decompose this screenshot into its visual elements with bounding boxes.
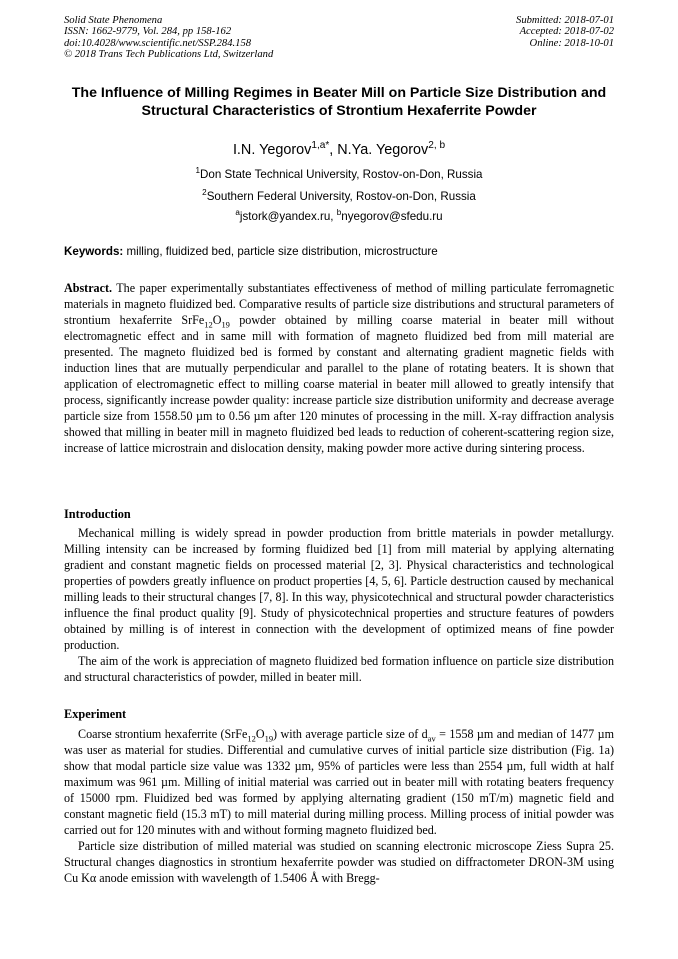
experiment-body (64, 726, 614, 886)
experiment-sub-19: 19 (264, 733, 274, 744)
introduction-body (64, 525, 614, 685)
journal-info (64, 15, 273, 61)
accepted-date: Accepted: 2018-07-02 (519, 26, 614, 38)
affiliation-2-text: Southern Federal University, Rostov-on-Don, Russia (206, 190, 476, 203)
experiment-text-1c: ) with average particle size of d (273, 727, 428, 741)
email-b[interactable]: nyegorov@sfedu.ru (341, 210, 443, 223)
experiment-paragraph-1 (64, 726, 614, 838)
experiment-sub-av: av (427, 733, 436, 744)
experiment-text-1b: O (255, 727, 265, 741)
experiment-sub-12: 12 (247, 733, 256, 744)
email-b-mark: b (336, 208, 342, 218)
abstract-sub-19: 19 (221, 319, 230, 330)
affiliation-2-mark: 2 (202, 188, 207, 198)
journal-issn: ISSN: 1662-9779, Vol. 284, pp 158-162 (64, 26, 232, 38)
affiliation-1-mark: 1 (195, 166, 201, 176)
affiliation-1 (64, 168, 614, 182)
author-emails (64, 210, 614, 224)
author-separator: , (329, 142, 338, 158)
author-1-affil-mark: 1,a* (311, 140, 330, 152)
abstract-text-1: The paper experimentally substantiates effectiveness of method of milling particulate ferromagnetic materials in magneto fluidized bed. Comparative results of particle size distributions and structural parameters of strontium hexaferrite SrFe (64, 281, 614, 327)
introduction-heading: Introduction (64, 507, 131, 521)
experiment-heading: Experiment (64, 707, 127, 721)
keywords-label: Keywords: (64, 245, 124, 258)
journal-doi[interactable]: doi:10.4028/www.scientific.net/SSP.284.158 (64, 37, 252, 49)
journal-name: Solid State Phenomena (64, 15, 163, 26)
submitted-date: Submitted: 2018-07-01 (516, 15, 614, 26)
online-date: Online: 2018-10-01 (529, 37, 614, 49)
email-a-mark: a (235, 208, 240, 218)
experiment-text-1d: = 1558 µm and median of 1477 µm was user as material for studies. Differential and cumulative curves of initial particle size distribution (Fig. 1a) show that modal particle size value was 1332 µm, 95% of particles were less than 2554 µm, full width at half maximum was 961 µm. Milling of initial material was carried out in beater mill with rotating beaters frequency of 15000 rpm. Fluidized bed was formed by applying alternating gradient (150 mT/m) magnetic field and constant magnetic field (15.3 mT) to mill material during milling process. Milling process of initial powder was carried out for 120 minutes with and without forming magneto fluidized bed. (64, 727, 614, 837)
author-2-name: N.Ya. Yegorov (337, 142, 429, 158)
experiment-paragraph-2: Particle size distribution of milled material was studied on scanning electronic microscope Ziess Supra 25. Structural changes diagnostics in strontium hexaferrite powder was studied on diffractometer DRON-3M using Cu Kα anode emission with wavelength of 1.5406 Å with Bregg- (64, 839, 614, 885)
abstract-text-2: O (212, 313, 222, 327)
abstract-text-3: powder obtained by milling coarse material in beater mill without electromagnetic effect and in same mill with formation of magneto fluidized bed from mill material are presented. The magneto fluidized bed is formed by constant and alternating gradient magnetic fields with induction lines that are mutually perpendicular and parallel to the plane of rotating beaters. It is shown that application of electromagnetic effect to milling coarse material in beater mill allowed to greatly intensify that process, significantly increase powder quality: increase particle size distribution uniformity and decrease average particle size from 1558.50 µm to 0.56 µm after 120 minutes of processing in the mill. X-ray diffraction analysis showed that milling in beater mill in magneto fluidized bed leads to reduction of coherent-scattering region size, increase of lattice microstrain and dislocation density, making powder more active during sintering process. (64, 313, 614, 455)
introduction-paragraph-1: Mechanical milling is widely spread in powder production from brittle materials in powder metallurgy. Milling intensity can be increased by forming fluidized bed [1] from mill material by applying alternating gradient and constant magnetic fields on processed material [2, 3]. Physical characteristics and technological properties of powders greatly influence on product properties [4, 5, 6]. Particle destruction caused by mechanical milling leads to their structural changes [7, 8]. In this way, physicotechnical and structural powder characteristics influence the final product quality [9]. Study of physicotechnical properties and structure features of powders obtained by milling is of interest in connection with the development of optimized means of fine powder production. (64, 526, 614, 652)
author-1-name: I.N. Yegorov (232, 142, 312, 158)
publication-dates (516, 15, 614, 49)
affiliation-2 (64, 190, 614, 204)
author-line (64, 141, 614, 159)
abstract-label: Abstract. (64, 281, 113, 295)
introduction-paragraph-2: The aim of the work is appreciation of magneto fluidized bed formation influence on particle size distribution and structural characteristics of powder, milled in beater mill. (64, 654, 614, 684)
journal-copyright: © 2018 Trans Tech Publications Ltd, Switzerland (64, 49, 274, 61)
keywords (64, 245, 614, 259)
abstract-sub-12: 12 (204, 319, 213, 330)
abstract (64, 280, 614, 456)
author-2-affil-mark: 2, b (428, 140, 446, 152)
affiliation-1-text: Don State Technical University, Rostov-on-Don, Russia (200, 168, 483, 181)
keywords-text: milling, fluidized bed, particle size distribution, microstructure (123, 245, 438, 258)
paper-title: The Influence of Milling Regimes in Beater Mill on Particle Size Distribution and Structural Characteristics of Strontium Hexaferrite Powder (71, 85, 607, 119)
email-a[interactable]: jstork@yandex.ru, (239, 210, 337, 223)
experiment-text-1a: Coarse strontium hexaferrite (SrFe (78, 727, 248, 741)
